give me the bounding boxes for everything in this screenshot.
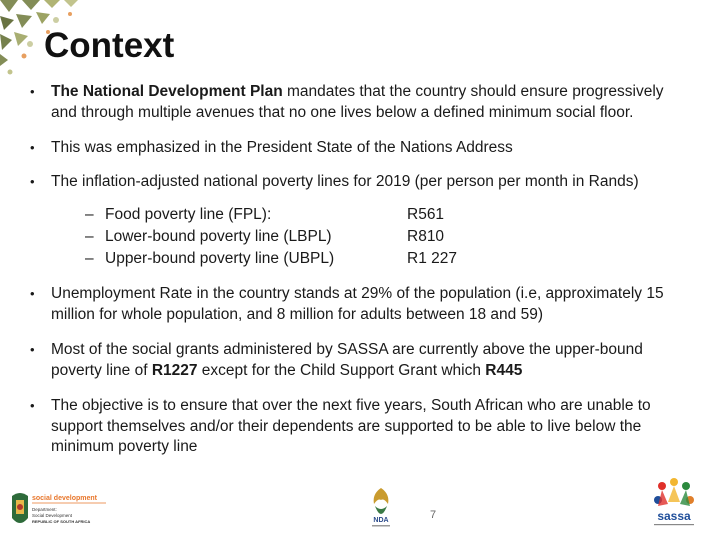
poverty-line-label: Food poverty line (FPL): <box>105 205 272 223</box>
sassa-name: sassa <box>657 509 691 523</box>
bullet-bold-text: R1227 <box>151 361 198 379</box>
social-development-line1: Department: <box>32 507 57 512</box>
sub-dash: – <box>85 227 94 245</box>
bullet-glyph: • <box>30 84 35 99</box>
bullet-glyph: • <box>30 398 35 413</box>
bullet-item-objective <box>30 396 680 458</box>
bullet-text <box>51 83 664 121</box>
bullet-body-text: mandates that the country should ensure progressively and through multiple avenues that no one lives below a defined minimum social floor. <box>51 83 664 121</box>
bullet-text: Unemployment Rate in the country stands at 29% of the population (i.e, approximately 15 million for whole population, and 8 million for adults between 18 and 59) <box>51 285 664 323</box>
bullet-glyph: • <box>30 286 35 301</box>
poverty-line-label: Lower-bound poverty line (LBPL) <box>105 227 332 245</box>
page-number: 7 <box>430 509 437 521</box>
social-development-logo <box>8 488 108 536</box>
coat-of-arms-icon <box>12 493 28 523</box>
poverty-line-label: Upper-bound poverty line (UBPL) <box>105 249 335 267</box>
sub-dash: – <box>85 205 94 223</box>
social-development-line3: REPUBLIC OF SOUTH AFRICA <box>32 519 91 524</box>
bullet-glyph: • <box>30 140 35 155</box>
sassa-people-icon <box>654 478 694 506</box>
bullet-text <box>51 341 643 379</box>
sub-dash: – <box>85 249 94 267</box>
bullet-bold-text: R445 <box>485 361 523 379</box>
bullet-bold-text: The National Development Plan <box>51 83 283 100</box>
bullet-body-text: except for the Child Support Grant which <box>197 361 486 379</box>
social-development-line2: Social Development <box>32 513 73 518</box>
bullet-glyph: • <box>30 173 35 189</box>
poverty-line-row <box>85 204 680 226</box>
poverty-line-value: R1 227 <box>407 249 457 267</box>
poverty-line-row <box>85 248 680 270</box>
nda-logo <box>366 484 396 530</box>
poverty-line-value: R810 <box>407 227 445 245</box>
bullet-list <box>30 82 680 458</box>
slide-title: Context <box>44 26 175 65</box>
bullet-item-unemployment <box>30 284 680 325</box>
bullet-body-text: Most of the social grants administered by SASSA are currently above the upper-bound poverty line of <box>51 341 643 379</box>
bullet-glyph: • <box>30 342 35 357</box>
bullet-item-ndp <box>30 82 680 123</box>
nda-name: NDA <box>373 517 389 524</box>
bullet-item-poverty-lines <box>30 172 680 271</box>
bullet-text: The inflation-adjusted national poverty lines for 2019 (per person per month in Rands) <box>51 172 639 190</box>
sassa-logo <box>646 476 702 536</box>
bullet-item-sona <box>30 138 680 159</box>
social-development-name: social development <box>32 495 97 502</box>
poverty-line-value: R561 <box>407 205 445 223</box>
poverty-lines-list <box>85 204 680 270</box>
nda-emblem-icon <box>374 488 389 514</box>
bullet-text: The objective is to ensure that over the next five years, South African who are unable to support themselves and/or their dependents are supported to be able to live below the minimum poverty line <box>51 397 651 455</box>
bullet-text: This was emphasized in the President State of the Nations Address <box>51 139 513 156</box>
poverty-line-row <box>85 226 680 248</box>
bullet-item-social-grants <box>30 340 680 381</box>
